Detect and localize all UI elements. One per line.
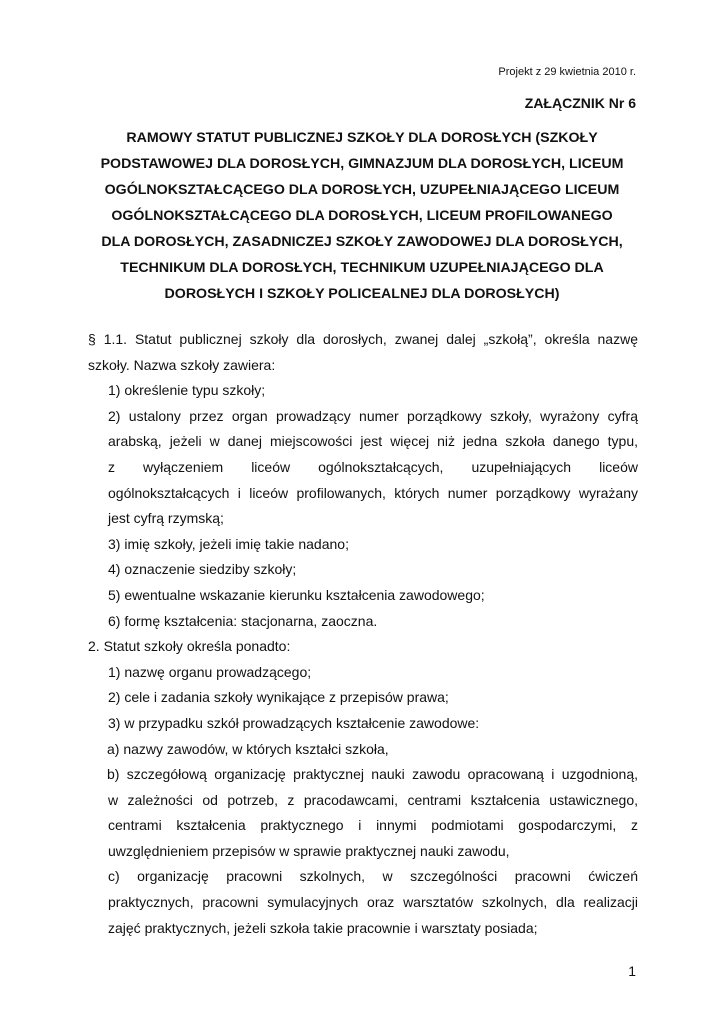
title-line: PODSTAWOWEJ DLA DOROSŁYCH, GIMNAZJUM DLA DOROSŁYCH, LICEUM (100, 156, 624, 172)
title-line: OGÓLNOKSZTAŁCĄCEGO DLA DOROSŁYCH, LICEUM PROFILOWANEGO (111, 208, 613, 224)
body-line: szkoły. Nazwa szkoły zawiera: (88, 356, 276, 373)
list-item: 3) w przypadku szkół prowadzących kształcenie zawodowe: (108, 714, 480, 731)
body-line: centrami kształcenia praktycznego i innymi podmiotami gospodarczymi, z (108, 817, 638, 834)
list-item: 4) oznaczenie siedziby szkoły; (108, 561, 297, 578)
list-item: 1) określenie typu szkoły; (108, 382, 266, 399)
list-item: 1) nazwę organu prowadzącego; (108, 663, 312, 680)
body-line: ogólnokształcących i liceów profilowanych, których numer porządkowy wyrażany (108, 484, 638, 501)
body-line: 2. Statut szkoły określa ponadto: (88, 638, 291, 655)
list-item: a) nazwy zawodów, w których kształci szkoła, (107, 740, 389, 757)
title-line: DOROSŁYCH I SZKOŁY POLICEALNEJ DLA DOROSŁYCH) (164, 286, 560, 302)
list-item: 3) imię szkoły, jeżeli imię takie nadano; (108, 535, 349, 552)
body-line: jest cyfrą rzymską; (108, 510, 224, 527)
document-body (88, 327, 638, 941)
body-line: w zależności od potrzeb, z pracodawcami, centrami kształcenia ustawicznego, (108, 791, 638, 808)
title-line: RAMOWY STATUT PUBLICZNEJ SZKOŁY DLA DOROSŁYCH (SZKOŁY (126, 130, 598, 146)
body-line: § 1.1. Statut publicznej szkoły dla dorosłych, zwanej dalej „szkołą”, określa nazwę (88, 331, 638, 347)
title-line: TECHNIKUM DLA DOROSŁYCH, TECHNIKUM UZUPEŁNIAJĄCEGO DLA (120, 260, 604, 276)
list-item: 2) ustalony przez organ prowadzący numer porządkowy szkoły, wyrażony cyfrą (108, 407, 638, 424)
list-item: c) organizację pracowni szkolnych, w szczególności pracowni ćwiczeń (108, 868, 638, 885)
body-line: arabską, jeżeli w danej miejscowości jest więcej niż jedna szkoła danego typu, (108, 433, 638, 450)
body-line: z wyłączeniem liceów ogólnokształcących, uzupełniających liceów (108, 458, 638, 475)
project-date: Projekt z 29 kwietnia 2010 r. (498, 66, 636, 78)
body-line: praktycznych, pracowni symulacyjnych oraz warsztatów szkolnych, dla realizacji (108, 894, 638, 911)
list-item: b) szczegółową organizację praktycznej nauki zawodu opracowaną i uzgodnioną, (107, 766, 638, 783)
title-line: DLA DOROSŁYCH, ZASADNICZEJ SZKOŁY ZAWODOWEJ DLA DOROSŁYCH, (101, 234, 623, 250)
list-item: 2) cele i zadania szkoły wynikające z przepisów prawa; (108, 689, 449, 706)
list-item: 6) formę kształcenia: stacjonarna, zaoczna. (108, 612, 378, 629)
list-item: 5) ewentualne wskazanie kierunku kształcenia zawodowego; (108, 586, 485, 603)
annex-number: ZAŁĄCZNIK Nr 6 (524, 95, 636, 111)
page-number: 1 (628, 963, 636, 979)
document-title (88, 125, 636, 307)
body-line: zajęć praktycznych, jeżeli szkoła takie pracownie i warsztaty posiada; (108, 919, 538, 936)
body-line: uwzględnieniem przepisów w sprawie praktycznej nauki zawodu, (108, 842, 510, 859)
title-line: OGÓLNOKSZTAŁCĄCEGO DLA DOROSŁYCH, UZUPEŁNIAJĄCEGO LICEUM (104, 182, 620, 198)
